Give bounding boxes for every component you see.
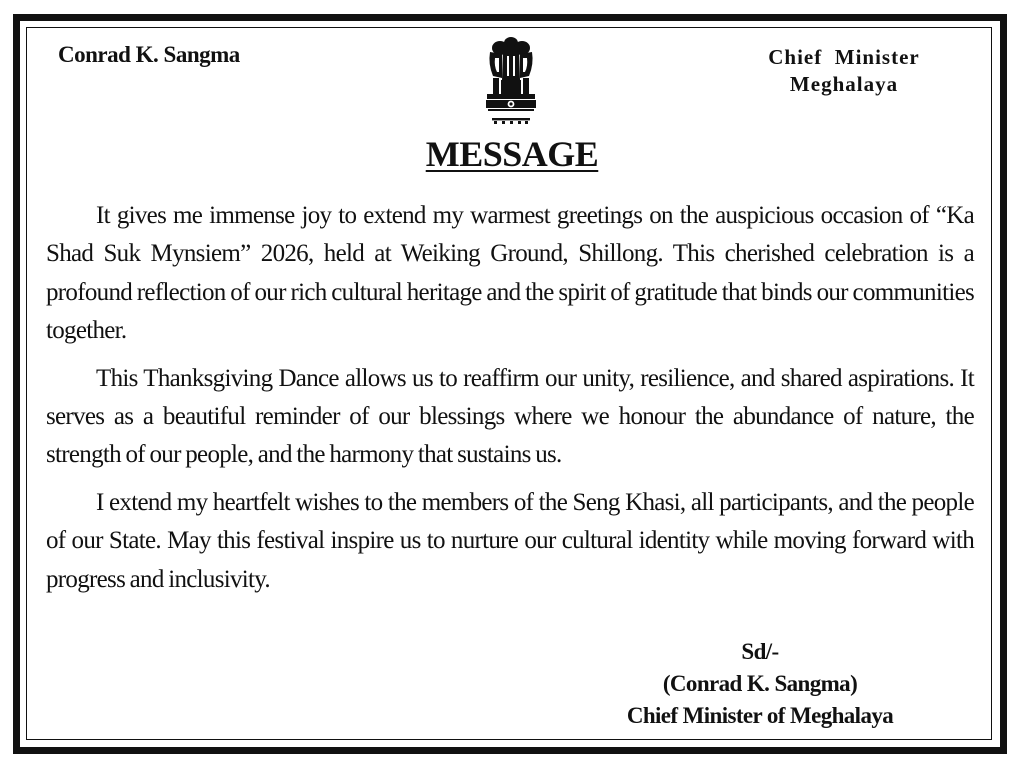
designation-state: Meghalaya <box>789 72 899 96</box>
designation <box>730 44 958 98</box>
signatory-name: (Conrad K. Sangma) <box>662 671 858 696</box>
author-name: Conrad K. Sangma <box>58 42 240 67</box>
message-paragraph-3: I extend my heartfelt wishes to the members of the Seng Khasi, all participants, and the people of our State. May this festival inspire us to nurture our cultural identity while moving forward with progress and inclusivity. <box>46 488 974 593</box>
message-paragraph-1: It gives me immense joy to extend my warmest greetings on the auspicious occasion of “Ka Shad Suk Mynsiem” 2026, held at Weiking Ground, Shillong. This cherished celebration is a profound reflection of our rich cultural heritage and the spirit of gratitude that binds our communities together. <box>46 202 974 345</box>
signatory-title: Chief Minister of Meghalaya <box>626 703 894 728</box>
message-title <box>0 133 1024 175</box>
signature-block <box>590 636 930 732</box>
message-paragraph-2: This Thanksgiving Dance allows us to reaffirm our unity, resilience, and shared aspirations. It serves as a beautiful reminder of our blessings where we honour the abundance of nature, the strength of our people, and the harmony that sustains us. <box>46 364 974 469</box>
national-emblem-icon <box>478 34 544 126</box>
message-body <box>46 197 974 608</box>
designation-title: Chief Minister <box>768 45 920 69</box>
signature-sd: Sd/- <box>741 639 779 664</box>
message-title-text: MESSAGE <box>425 134 599 174</box>
